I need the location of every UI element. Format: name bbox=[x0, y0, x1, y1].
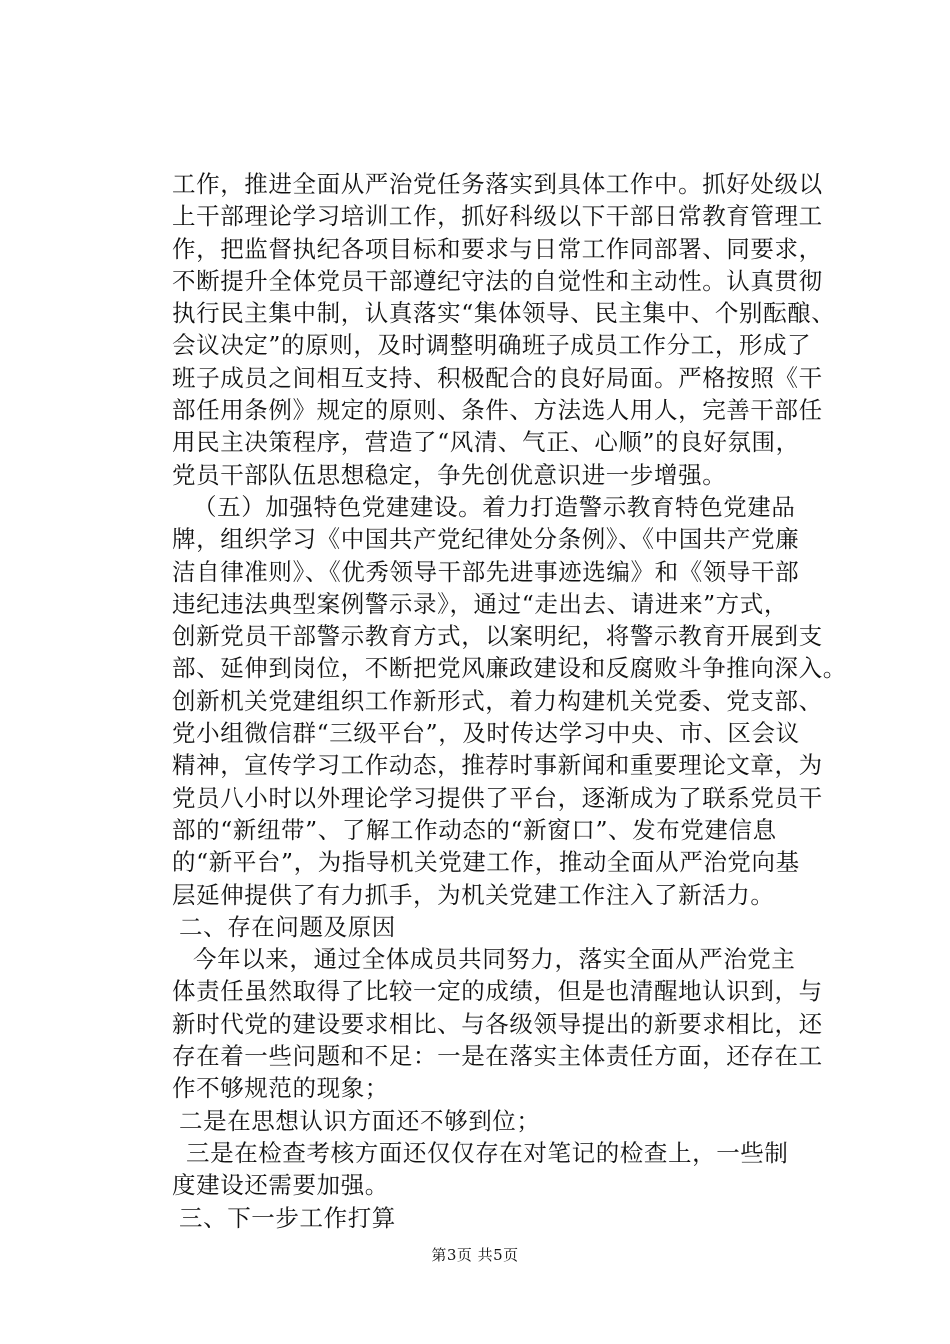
text-line: 精神，宣传学习工作动态，推荐时事新闻和重要理论文章，为 bbox=[172, 751, 823, 780]
text-line: 工作，推进全面从严治党任务落实到具体工作中。抓好处级以 bbox=[172, 170, 823, 198]
text-line: 执行民主集中制，认真落实“集体领导、民主集中、个别酝酿、 bbox=[172, 299, 836, 328]
text-line: 体责任虽然取得了比较一定的成绩，但是也清醒地认识到，与 bbox=[172, 977, 823, 1006]
text-line: 创新党员干部警示教育方式，以案明纪，将警示教育开展到支 bbox=[172, 622, 823, 651]
text-line: 党员八小时以外理论学习提供了平台，逐渐成为了联系党员干 bbox=[172, 783, 823, 812]
text-line: 作不够规范的现象； bbox=[172, 1074, 389, 1103]
text-line: 班子成员之间相互支持、积极配合的良好局面。严格按照《干 bbox=[172, 363, 823, 392]
text-line: 会议决定”的原则，及时调整明确班子成员工作分工，形成了 bbox=[172, 331, 812, 360]
text-line: 洁自律准则》、《优秀领导干部先进事迹选编》和《领导干部 bbox=[172, 557, 800, 586]
text-line: 党小组微信群“三级平台”，及时传达学习中央、市、区会议 bbox=[172, 719, 800, 748]
text-line: 今年以来，通过全体成员共同努力，落实全面从严治党主 bbox=[193, 945, 796, 974]
text-line: 牌，组织学习《中国共产党纪律处分条例》、《中国共产党廉 bbox=[172, 525, 800, 554]
text-line: 度建设还需要加强。 bbox=[172, 1171, 389, 1200]
text-line: 部任用条例》规定的原则、条件、方法选人用人，完善干部任 bbox=[172, 396, 823, 425]
text-line: 三是在检查考核方面还仅仅存在对笔记的检查上，一些制 bbox=[186, 1138, 789, 1167]
text-line: 作，把监督执纪各项目标和要求与日常工作同部署、同要求， bbox=[172, 234, 823, 263]
text-line: 存在着一些问题和不足：一是在落实主体责任方面，还存在工 bbox=[172, 1042, 823, 1071]
text-line: 层延伸提供了有力抓手，为机关党建工作注入了新活力。 bbox=[172, 880, 775, 909]
text-line: 二是在思想认识方面还不够到位； bbox=[179, 1106, 541, 1135]
text-line: 创新机关党建组织工作新形式，着力构建机关党委、党支部、 bbox=[172, 686, 823, 715]
text-line: 部、延伸到岗位，不断把党风廉政建设和反腐败斗争推向深入。 bbox=[172, 654, 847, 683]
text-line: 的“新平台”，为指导机关党建工作，推动全面从严治党向基 bbox=[172, 848, 800, 877]
section-heading-3: 三、下一步工作打算 bbox=[179, 1203, 396, 1232]
text-line: 上干部理论学习培训工作，抓好科级以下干部日常教育管理工 bbox=[172, 202, 823, 231]
page-number-footer: 第3页 共5页 bbox=[431, 1246, 519, 1264]
text-line: 部的“新纽带”、了解工作动态的“新窗口”、发布党建信息 bbox=[172, 815, 777, 844]
text-line: 违纪违法典型案例警示录》，通过“走出去、请进来”方式， bbox=[172, 589, 788, 618]
section-heading-5: （五）加强特色党建建设。着力打造警示教育特色党建品 bbox=[193, 492, 796, 521]
section-heading-2: 二、存在问题及原因 bbox=[179, 912, 396, 941]
text-line: 不断提升全体党员干部遵纪守法的自觉性和主动性。认真贯彻 bbox=[172, 266, 823, 295]
text-line: 新时代党的建设要求相比、与各级领导提出的新要求相比，还 bbox=[172, 1009, 823, 1038]
text-line: 用民主决策程序，营造了“风清、气正、心顺”的良好氛围， bbox=[172, 428, 800, 457]
text-line: 党员干部队伍思想稳定，争先创优意识进一步增强。 bbox=[172, 460, 727, 489]
document-body bbox=[172, 168, 872, 1234]
